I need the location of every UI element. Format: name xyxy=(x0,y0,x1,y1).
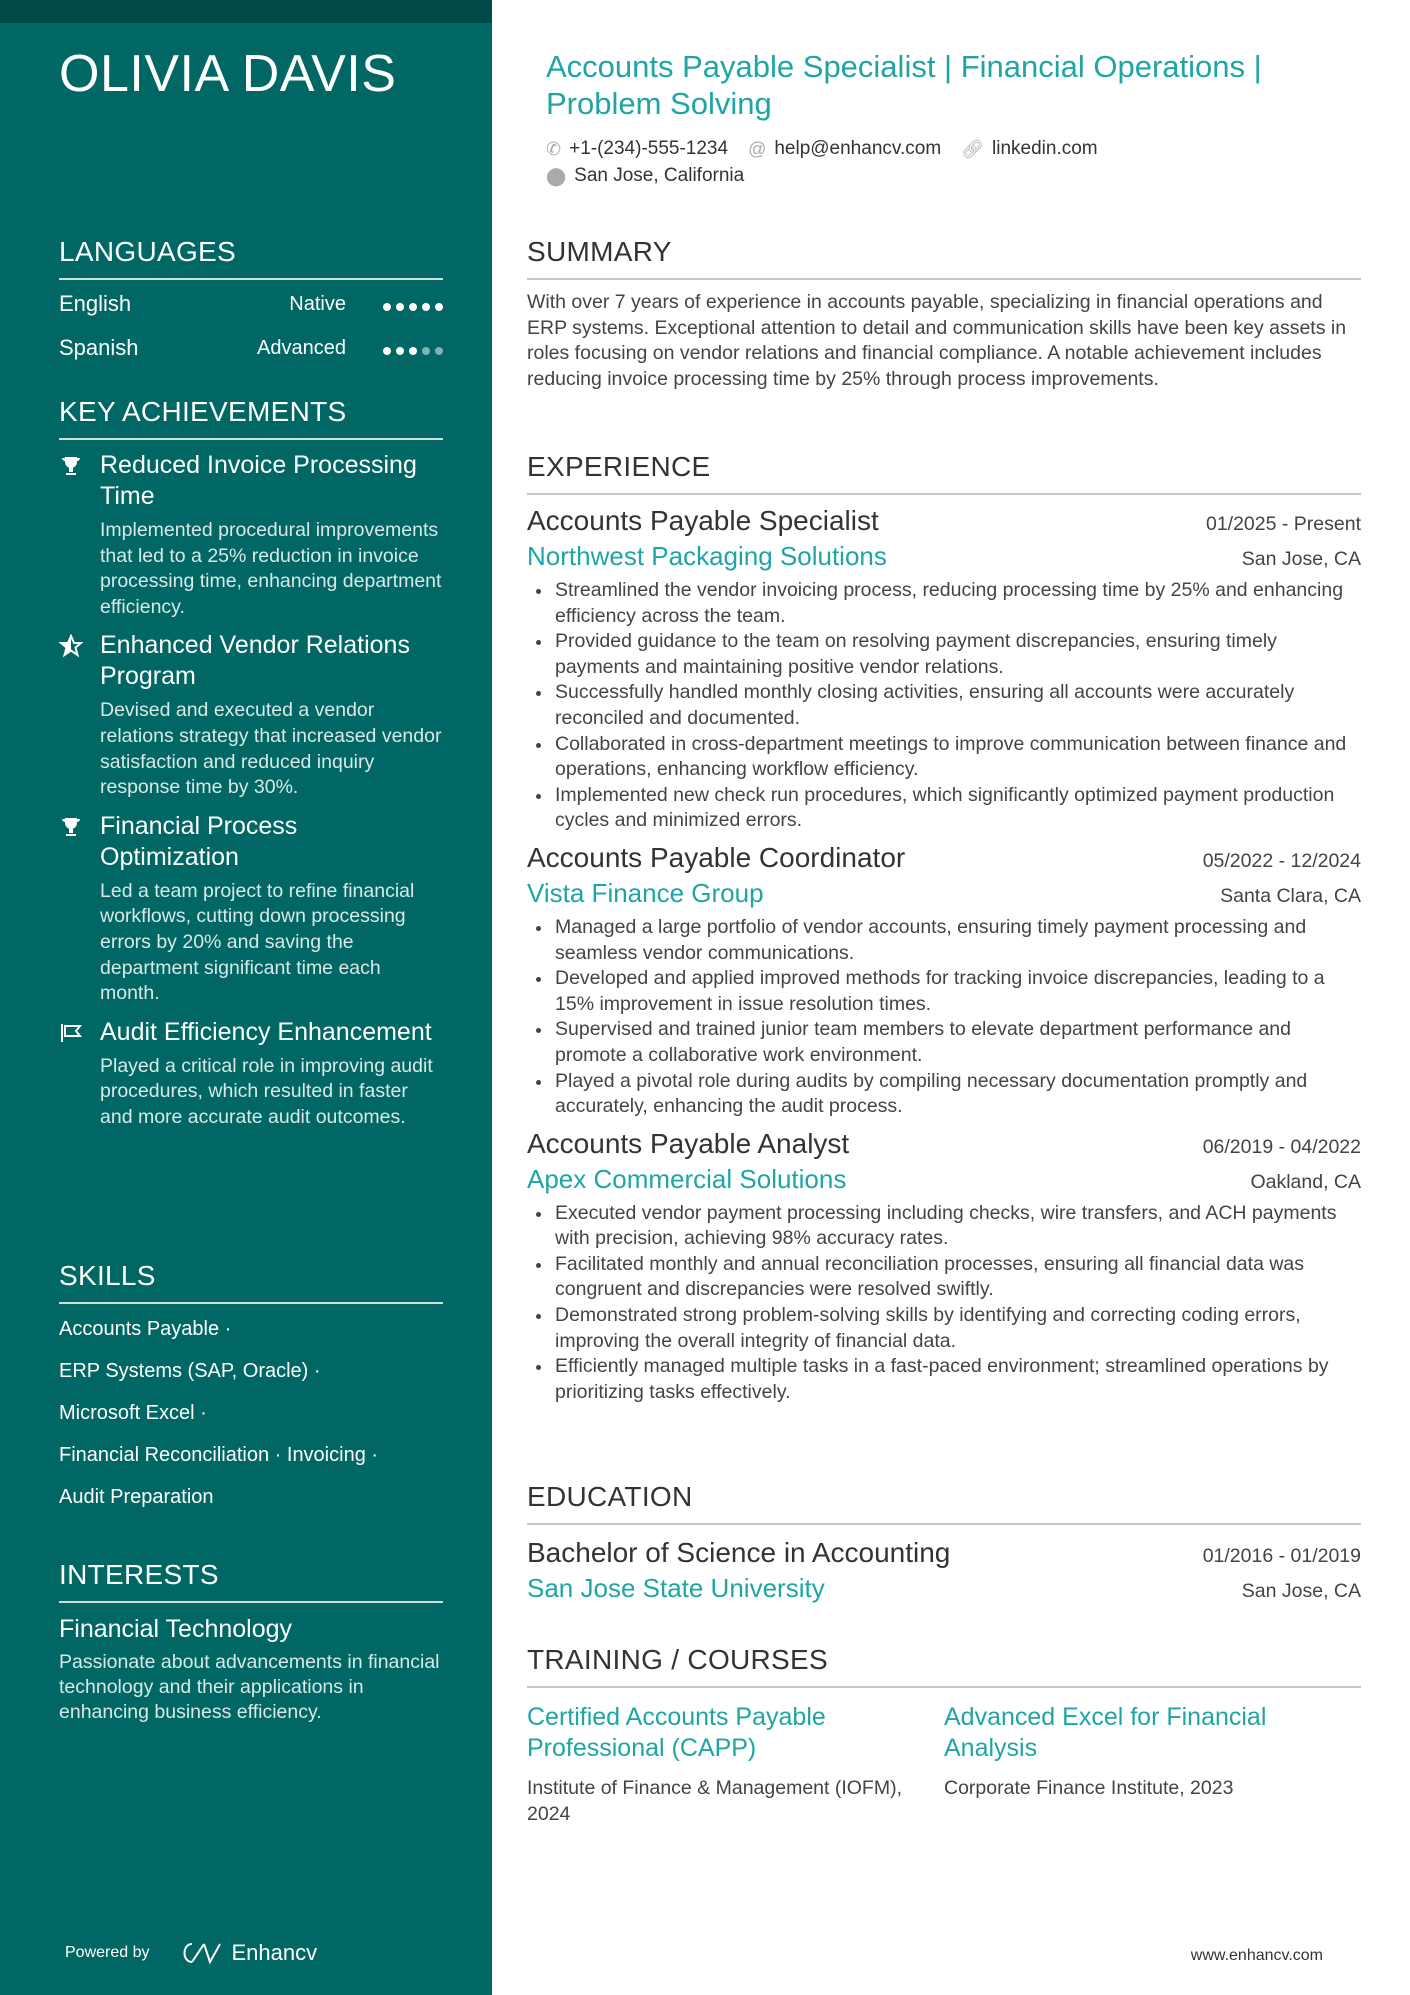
language-item xyxy=(59,282,443,326)
achievement-desc: Devised and executed a vendor relations strategy that increased vendor satisfaction and reduced inquiry response time by 30%. xyxy=(100,699,442,799)
job-bullet: Supervised and trained junior team members to elevate department performance and promote a collaborative work environment. xyxy=(527,1017,1361,1068)
level-dot xyxy=(396,347,404,355)
language-name: English xyxy=(59,291,132,316)
job-bullet: Developed and applied improved methods for tracking invoice discrepancies, leading to a 15% improvement in issue resolution times. xyxy=(527,966,1361,1017)
job-bullet: Facilitated monthly and annual reconciliation processes, ensuring all financial data was congruent and discrepancies were resolved swiftly. xyxy=(527,1252,1361,1303)
job-bullet: Implemented new check run procedures, which significantly optimized payment production cycles and minimized errors. xyxy=(527,783,1361,834)
education-section xyxy=(527,1481,1361,1604)
headline: Accounts Payable Specialist | Financial Operations | Problem Solving xyxy=(546,49,1262,121)
interest-title: Financial Technology xyxy=(59,1615,293,1643)
job-location: Santa Clara, CA xyxy=(1220,884,1361,907)
powered-by[interactable] xyxy=(65,1940,317,1966)
achievement-desc: Played a critical role in improving audit procedures, which resulted in faster and more accurate audit outcomes. xyxy=(100,1054,433,1128)
achievement-desc: Implemented procedural improvements that led to a 25% reduction in invoice processing time, enhancing department efficiency. xyxy=(100,519,442,618)
achievement-title: Audit Efficiency Enhancement xyxy=(100,1017,432,1046)
achievement-title: Financial Process Optimization xyxy=(100,811,298,871)
experience-section xyxy=(527,451,1361,1405)
company-name: Vista Finance Group xyxy=(527,877,764,908)
powered-by-label: Powered by xyxy=(65,1944,150,1961)
experience-title: EXPERIENCE xyxy=(527,451,1361,495)
level-dot xyxy=(422,303,430,311)
achievement-desc: Led a team project to refine financial workflows, cutting down processing errors by 20% and saving the department significant time each month. xyxy=(100,879,415,1005)
flag-icon xyxy=(59,1021,83,1045)
interest-desc: Passionate about advancements in financial technology and their applications in enhancing business efficiency. xyxy=(59,1651,440,1723)
achievements-section xyxy=(59,396,443,1131)
level-dot xyxy=(435,347,443,355)
job-bullets xyxy=(527,1201,1361,1406)
phone-icon: ✆ xyxy=(546,138,562,159)
link-icon: 🔗︎ xyxy=(961,138,985,159)
languages-title: LANGUAGES xyxy=(59,236,443,280)
brand-name: Enhancv xyxy=(231,1940,318,1965)
location-row xyxy=(546,165,744,187)
job-bullet: Demonstrated strong problem-solving skills by identifying and correcting coding errors, improving the overall integrity of financial data. xyxy=(527,1303,1361,1354)
phone[interactable]: +1-(234)-555-1234 xyxy=(569,138,729,159)
skills-section xyxy=(59,1260,443,1518)
contact-row xyxy=(546,138,1118,160)
interests-section xyxy=(59,1559,443,1725)
job-title: Accounts Payable Analyst xyxy=(527,1127,850,1159)
job-bullet: Provided guidance to the team on resolving payment discrepancies, ensuring timely payments and maintaining positive vendor relations. xyxy=(527,629,1361,680)
edu-dates: 01/2016 - 01/2019 xyxy=(1202,1545,1361,1567)
achievement-item xyxy=(59,811,443,1007)
job-bullets xyxy=(527,915,1361,1120)
job-bullet: Executed vendor payment processing including checks, wire transfers, and ACH payments with precision, achieving 98% accuracy rates. xyxy=(527,1201,1361,1252)
job-bullet: Played a pivotal role during audits by compiling necessary documentation promptly and accurately, enhancing the audit process. xyxy=(527,1069,1361,1120)
trophy-icon xyxy=(59,815,83,839)
language-dots xyxy=(378,291,443,317)
achievement-item xyxy=(59,450,443,620)
achievements-title: KEY ACHIEVEMENTS xyxy=(59,396,443,440)
course-provider: Institute of Finance & Management (IOFM), 2024 xyxy=(527,1777,902,1825)
trophy-icon xyxy=(59,454,83,478)
job-entry xyxy=(527,505,1361,834)
level-dot xyxy=(409,303,417,311)
skill-item: Microsoft Excel · xyxy=(59,1402,207,1424)
linkedin[interactable]: linkedin.com xyxy=(992,138,1098,159)
level-dot xyxy=(383,347,391,355)
job-bullet: Efficiently managed multiple tasks in a fast-paced environment; streamlined operations by prioritizing tasks effectively. xyxy=(527,1354,1361,1405)
language-name: Spanish xyxy=(59,335,139,360)
level-dot xyxy=(422,347,430,355)
company-name: Apex Commercial Solutions xyxy=(527,1163,847,1194)
course-provider: Corporate Finance Institute, 2023 xyxy=(944,1777,1234,1799)
footer-url[interactable]: www.enhancv.com xyxy=(1190,1947,1323,1964)
language-item xyxy=(59,326,443,370)
location: San Jose, California xyxy=(574,165,745,186)
job-bullet: Managed a large portfolio of vendor accounts, ensuring timely payment processing and seamless vendor communications. xyxy=(527,915,1361,966)
job-bullet: Successfully handled monthly closing activities, ensuring all accounts were accurately reconciled and documented. xyxy=(527,680,1361,731)
summary-title: SUMMARY xyxy=(527,236,1361,280)
job-location: San Jose, CA xyxy=(1241,548,1361,570)
location-pin-icon: ⬤ xyxy=(546,165,567,186)
sidebar xyxy=(0,0,492,1995)
course-title: Certified Accounts Payable Professional (CAPP) xyxy=(527,1703,826,1762)
skill-item: Accounts Payable · xyxy=(59,1318,232,1340)
job-bullet: Streamlined the vendor invoicing process, reducing processing time by 25% and enhancing efficiency across the team. xyxy=(527,578,1361,629)
summary-text: With over 7 years of experience in accounts payable, specializing in financial operations and ERP systems. Exceptional attention to detail and communication skills have been key assets in roles focusing on vendor relations and financial compliance. A notable achievement includes reducing invoice processing time by 25% through process improvements. xyxy=(527,291,1347,390)
enhancv-logo-icon xyxy=(178,1940,224,1966)
company-name: Northwest Packaging Solutions xyxy=(527,541,887,571)
course-item xyxy=(944,1702,1361,1827)
achievement-item xyxy=(59,630,443,800)
job-bullet: Collaborated in cross-department meetings to improve communication between finance and operations, enhancing workflow efficiency. xyxy=(527,732,1361,783)
course-title: Advanced Excel for Financial Analysis xyxy=(944,1703,1267,1762)
skill-item: Audit Preparation xyxy=(59,1486,214,1508)
language-level: Advanced xyxy=(257,336,346,359)
skills-title: SKILLS xyxy=(59,1260,443,1304)
degree: Bachelor of Science in Accounting xyxy=(527,1537,951,1568)
training-section xyxy=(527,1644,1361,1827)
job-title: Accounts Payable Coordinator xyxy=(527,841,906,873)
achievement-title: Reduced Invoice Processing Time xyxy=(100,451,417,510)
job-dates: 06/2019 - 04/2022 xyxy=(1202,1135,1361,1158)
job-entry xyxy=(527,1128,1361,1406)
skill-item: ERP Systems (SAP, Oracle) · xyxy=(59,1360,321,1382)
course-item xyxy=(527,1702,944,1827)
achievement-title: Enhanced Vendor Relations Program xyxy=(100,631,410,691)
languages-section xyxy=(59,236,443,370)
at-icon: @ xyxy=(748,138,767,159)
star-icon xyxy=(59,634,83,658)
education-title: EDUCATION xyxy=(527,1481,1361,1525)
job-dates: 05/2022 - 12/2024 xyxy=(1202,849,1361,872)
level-dot xyxy=(409,347,417,355)
job-title: Accounts Payable Specialist xyxy=(527,505,879,536)
job-dates: 01/2025 - Present xyxy=(1205,513,1361,535)
language-level: Native xyxy=(289,292,346,315)
candidate-name: OLIVIA DAVIS xyxy=(59,45,397,103)
top-band xyxy=(0,0,492,23)
level-dot xyxy=(396,303,404,311)
email[interactable]: help@enhancv.com xyxy=(774,138,942,159)
edu-location: San Jose, CA xyxy=(1241,1580,1361,1602)
language-dots xyxy=(378,335,443,361)
job-entry xyxy=(527,842,1361,1120)
school: San Jose State University xyxy=(527,1573,825,1603)
achievement-item xyxy=(59,1017,443,1131)
interests-title: INTERESTS xyxy=(59,1559,443,1603)
level-dot xyxy=(383,303,391,311)
job-bullets xyxy=(527,578,1361,834)
summary-section xyxy=(527,236,1361,392)
skill-item: Financial Reconciliation · Invoicing · xyxy=(59,1444,379,1466)
training-title: TRAINING / COURSES xyxy=(527,1644,1361,1688)
job-location: Oakland, CA xyxy=(1250,1170,1361,1193)
level-dot xyxy=(435,303,443,311)
